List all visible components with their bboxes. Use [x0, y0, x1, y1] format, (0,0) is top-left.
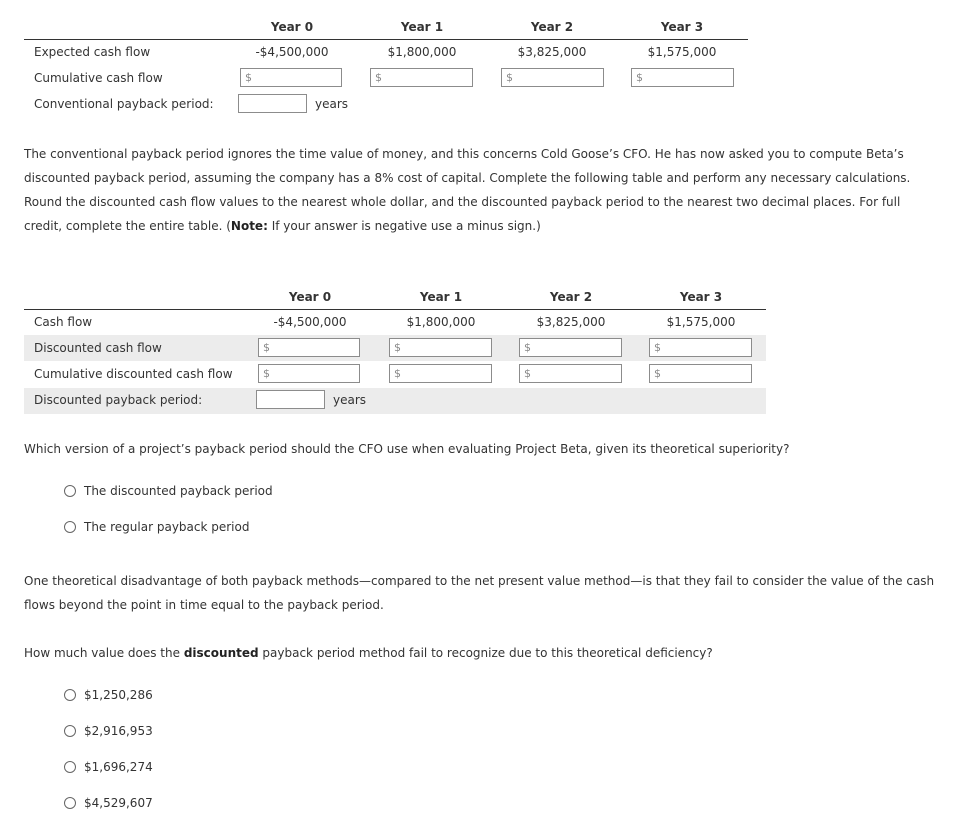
t1-expected-year0: -$4,500,000 [255, 45, 329, 59]
currency-sign: $ [263, 341, 270, 354]
t2-header-rule [24, 309, 766, 310]
t1-cumulative-year1-input[interactable] [370, 68, 473, 87]
option-label: $1,696,274 [84, 760, 153, 774]
currency-sign: $ [654, 367, 661, 380]
t1-row-label-payback: Conventional payback period: [34, 97, 214, 111]
currency-sign: $ [506, 71, 513, 84]
t1-cumulative-year2-input[interactable] [501, 68, 604, 87]
radio-circle-icon[interactable] [64, 797, 76, 809]
radio-circle-icon[interactable] [64, 521, 76, 533]
option-label: $1,250,286 [84, 688, 153, 702]
t1-row-label-cumulative: Cumulative cash flow [34, 71, 163, 85]
t1-header-year3: Year 3 [660, 20, 704, 34]
radio-circle-icon[interactable] [64, 761, 76, 773]
t2-cumulative-year0-input[interactable] [258, 364, 360, 383]
t2-cumulative-year1-input[interactable] [389, 364, 492, 383]
question-emphasis: discounted [183, 646, 259, 660]
t1-cumulative-year0-input[interactable] [240, 68, 342, 87]
currency-sign: $ [524, 341, 531, 354]
option-label: $4,529,607 [84, 796, 153, 810]
option-discounted-payback[interactable] [64, 484, 273, 498]
disadvantage-paragraph: One theoretical disadvantage of both payback methods—compared to the net present value method—is that they fail to consider the value of the cash flows beyond the point in time equal to the payback period. [24, 574, 935, 612]
t2-cashflow-year3: $1,575,000 [666, 315, 736, 329]
option-regular-payback[interactable] [64, 520, 249, 534]
question-suffix: payback period method fail to recognize due to this theoretical deficiency? [258, 646, 713, 660]
currency-sign: $ [524, 367, 531, 380]
t1-header-year1: Year 1 [400, 20, 444, 34]
note-label: Note: [230, 219, 268, 233]
currency-sign: $ [245, 71, 252, 84]
option-value-4[interactable] [64, 796, 153, 810]
t1-payback-period-input[interactable] [238, 94, 307, 113]
currency-sign: $ [394, 341, 401, 354]
question-prefix: How much value does the [24, 646, 184, 660]
instructions-paragraph [24, 142, 939, 238]
t2-cashflow-year2: $3,825,000 [536, 315, 606, 329]
radio-circle-icon[interactable] [64, 725, 76, 737]
t2-header-year0: Year 0 [288, 290, 332, 304]
question-payback-version: Which version of a project’s payback period should the CFO use when evaluating Project Beta, given its theoretical superiority? [24, 442, 790, 456]
instructions-text: The conventional payback period ignores the time value of money, and this concerns Cold Goose’s CFO. He has now asked you to compute Beta’s discounted payback period, assuming the company has a 8% cost of capital. Complete the following table and perform any necessary calculations. Round the discounted cash flow values to the nearest whole dollar, and the discounted payback period to the nearest two decimal places. For full credit, complete the entire table. ( [24, 147, 911, 233]
radio-circle-icon[interactable] [64, 689, 76, 701]
option-label: The regular payback period [84, 520, 250, 534]
t2-cashflow-year1: $1,800,000 [406, 315, 476, 329]
t2-discounted-year3-input[interactable] [649, 338, 752, 357]
t2-discounted-year1-input[interactable] [389, 338, 492, 357]
option-value-2[interactable] [64, 724, 153, 738]
t1-payback-unit: years [315, 97, 349, 111]
t2-cumulative-year2-input[interactable] [519, 364, 622, 383]
currency-sign: $ [636, 71, 643, 84]
t1-expected-year3: $1,575,000 [647, 45, 717, 59]
t2-header-year2: Year 2 [549, 290, 593, 304]
t2-discounted-year2-input[interactable] [519, 338, 622, 357]
t2-header-year1: Year 1 [419, 290, 463, 304]
t2-cashflow-year0: -$4,500,000 [273, 315, 347, 329]
instructions-note-text: If your answer is negative use a minus sign.) [267, 219, 541, 233]
t1-cumulative-year3-input[interactable] [631, 68, 734, 87]
option-label: The discounted payback period [84, 484, 273, 498]
t2-row-label-cashflow: Cash flow [34, 315, 93, 329]
t2-row-label-discounted: Discounted cash flow [34, 341, 162, 355]
option-value-3[interactable] [64, 760, 153, 774]
t2-cumulative-year3-input[interactable] [649, 364, 752, 383]
currency-sign: $ [263, 367, 270, 380]
t1-header-year2: Year 2 [530, 20, 574, 34]
t2-row-label-cumulative: Cumulative discounted cash flow [34, 367, 233, 381]
t2-row-label-payback: Discounted payback period: [34, 393, 203, 407]
t1-expected-year1: $1,800,000 [387, 45, 457, 59]
t1-expected-year2: $3,825,000 [517, 45, 587, 59]
t1-row-label-expected: Expected cash flow [34, 45, 151, 59]
t2-header-year3: Year 3 [679, 290, 723, 304]
t1-header-year0: Year 0 [270, 20, 314, 34]
currency-sign: $ [375, 71, 382, 84]
currency-sign: $ [654, 341, 661, 354]
t2-payback-period-input[interactable] [256, 390, 325, 409]
option-label: $2,916,953 [84, 724, 153, 738]
radio-circle-icon[interactable] [64, 485, 76, 497]
question-value-unrecognized [24, 641, 939, 665]
t2-discounted-year0-input[interactable] [258, 338, 360, 357]
t1-header-rule [24, 39, 748, 40]
option-value-1[interactable] [64, 688, 153, 702]
currency-sign: $ [394, 367, 401, 380]
t2-payback-unit: years [333, 393, 367, 407]
